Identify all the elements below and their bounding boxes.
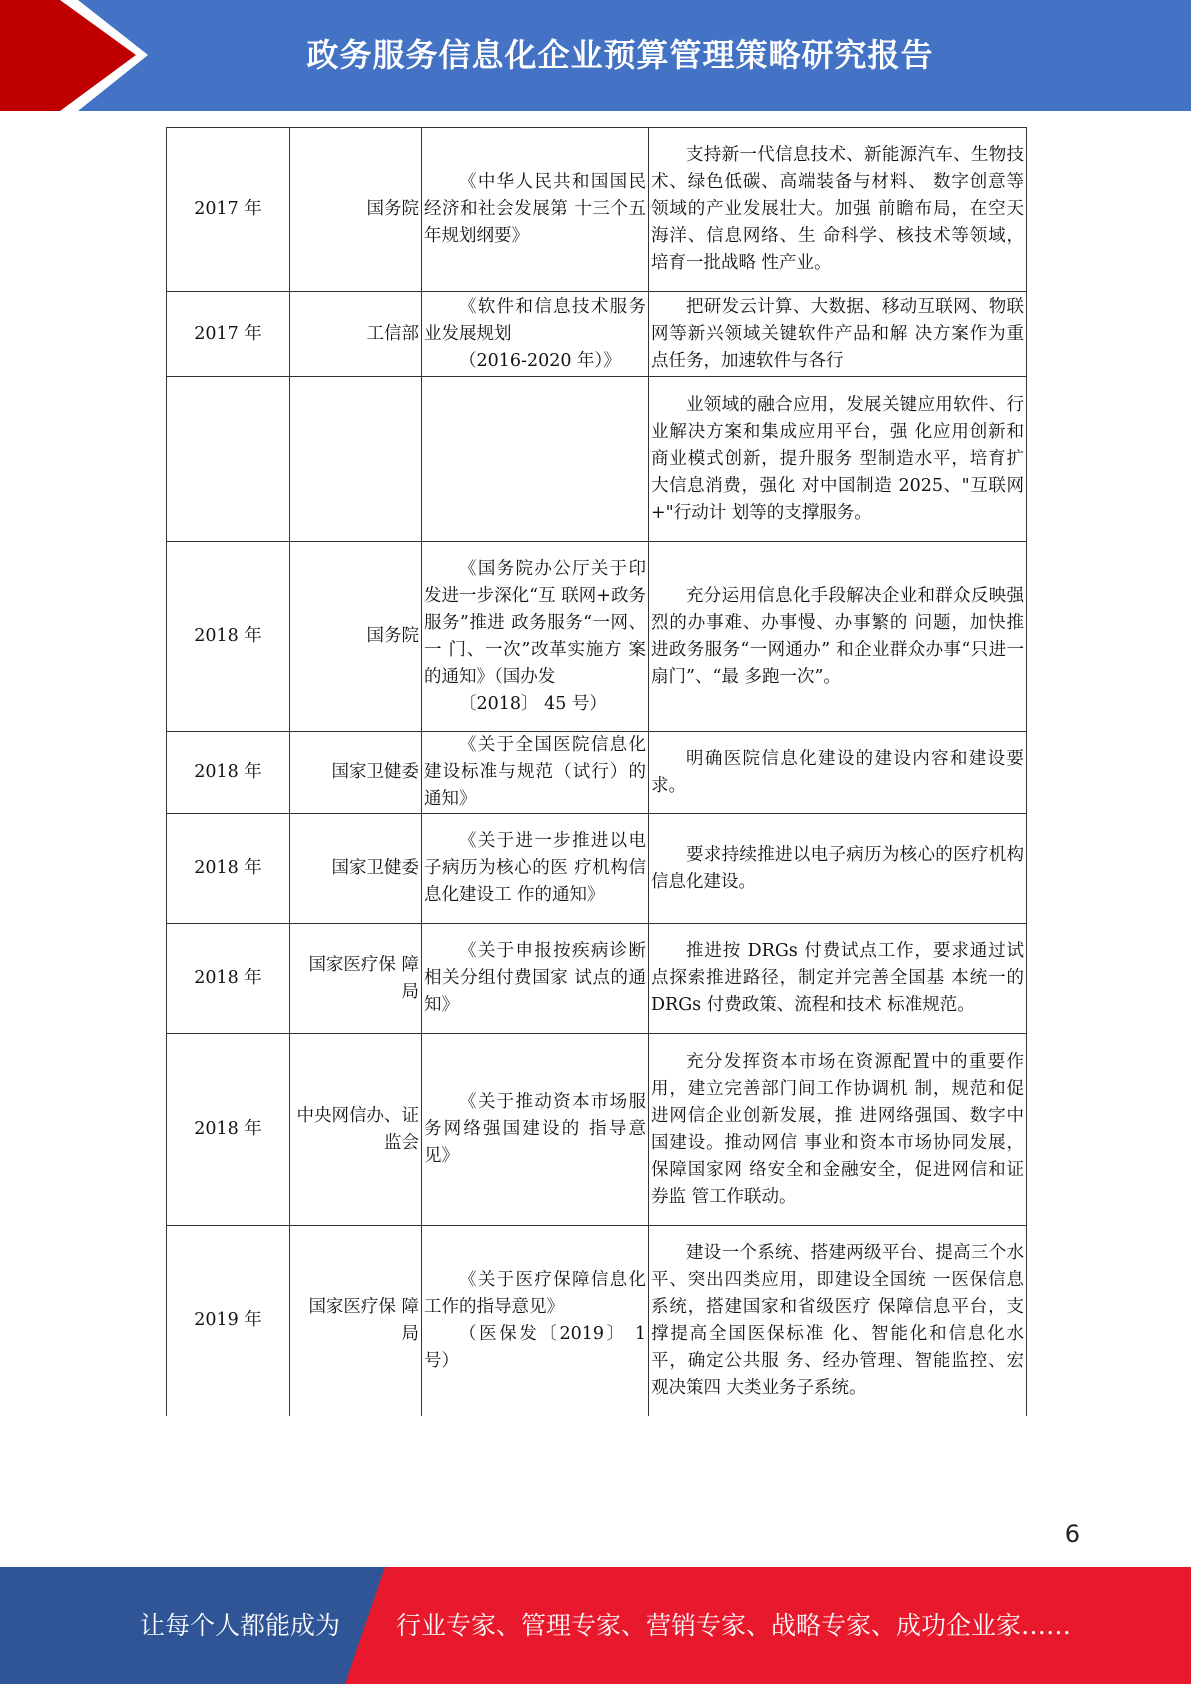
document-name: 《关于申报按疾病诊断相关分组付费国家 试点的通知》	[424, 941, 646, 1015]
table-row	[167, 542, 1027, 732]
dept-cell: 国务院	[290, 542, 422, 732]
year-cell: 2018 年	[167, 542, 290, 732]
footer-slogan-right: 行业专家、管理专家、营销专家、战略专家、成功企业家……	[396, 1611, 1072, 1640]
year-cell: 2018 年	[167, 1034, 290, 1226]
dept-cell: 国家医疗保 障局	[290, 1226, 422, 1416]
year-cell: 2017 年	[167, 128, 290, 292]
document-name: 《关于医疗保障信息化工作的指导意见》	[424, 1269, 646, 1317]
document-name: 《中华人民共和国国民经济和社会发展第 十三个五年规划纲要》	[424, 172, 646, 246]
description-text: 要求持续推进以电子病历为核心的医疗机构信息化建设。	[651, 844, 1024, 892]
table-row	[167, 1034, 1027, 1226]
dept-cell	[290, 377, 422, 542]
description-cell	[649, 1226, 1027, 1416]
table-row	[167, 128, 1027, 292]
document-name: 《关于推动资本市场服务网络强国建设的 指导意见》	[424, 1092, 646, 1166]
year-cell: 2017 年	[167, 292, 290, 377]
document-cell	[422, 732, 649, 814]
document-number: （医保发〔2019〕 1 号）	[424, 1323, 646, 1371]
document-cell	[422, 292, 649, 377]
policy-table-container	[166, 127, 1024, 1416]
description-cell	[649, 1034, 1027, 1226]
document-cell	[422, 1034, 649, 1226]
policy-table	[166, 127, 1027, 1416]
dept-cell: 国家卫健委	[290, 814, 422, 924]
document-cell	[422, 377, 649, 542]
table-row	[167, 292, 1027, 377]
document-cell	[422, 1226, 649, 1416]
dept-cell: 工信部	[290, 292, 422, 377]
table-row	[167, 814, 1027, 924]
document-name: 《软件和信息技术服务业发展规划	[424, 296, 646, 344]
table-row	[167, 732, 1027, 814]
description-text: 充分运用信息化手段解决企业和群众反映强烈的办事难、办事慢、办事繁的 问题，加快推进政务服务“一网通办” 和企业群众办事“只进一扇门”、“最 多跑一次”。	[651, 585, 1024, 687]
description-text: 支持新一代信息技术、新能源汽车、生物技术、绿色低碳、高端装备与材料、 数字创意等领域的产业发展壮大。加强 前瞻布局，在空天海洋、信息网络、生 命科学、核技术等领域，培育一批战略 性产业。	[651, 145, 1024, 273]
document-name: 《关于进一步推进以电子病历为核心的医 疗机构信息化建设工 作的通知》	[424, 831, 646, 905]
year-cell: 2018 年	[167, 924, 290, 1034]
description-cell	[649, 128, 1027, 292]
document-name: 《国务院办公厅关于印发进一步深化“互 联网+政务服务”推进 政务服务“一网、一 门、一次”改革实施方 案的通知》（国办发	[424, 558, 646, 687]
document-title: 政务服务信息化企业预算管理策略研究报告	[306, 36, 934, 74]
document-cell	[422, 924, 649, 1034]
page-number: 6	[1064, 1520, 1080, 1548]
year-cell: 2018 年	[167, 732, 290, 814]
document-cell	[422, 542, 649, 732]
table-row	[167, 1226, 1027, 1416]
year-cell: 2019 年	[167, 1226, 290, 1416]
header-band	[0, 0, 1191, 111]
description-text: 业领域的融合应用，发展关键应用软件、行业解决方案和集成应用平台，强 化应用创新和商业模式创新，提升服务 型制造水平，培育扩大信息消费，强化 对中国制造 2025、"互联网+"行动计 划等的支撑服务。	[651, 394, 1024, 523]
dept-cell: 中央网信办、证监会	[290, 1034, 422, 1226]
footer-band	[0, 1567, 1191, 1684]
dept-cell: 国家卫健委	[290, 732, 422, 814]
year-cell: 2018 年	[167, 814, 290, 924]
description-cell	[649, 542, 1027, 732]
document-number: （2016-2020 年）》	[459, 350, 621, 371]
description-text: 建设一个系统、搭建两级平台、提高三个水平、突出四类应用，即建设全国统 一医保信息系统，搭建国家和省级医疗 保障信息平台，支撑提高全国医保标准 化、智能化和信息化水平，确定公共服 务、经办管理、智能监控、宏观决策四 大类业务子系统。	[651, 1242, 1024, 1398]
document-cell	[422, 128, 649, 292]
dept-cell: 国务院	[290, 128, 422, 292]
description-cell	[649, 292, 1027, 377]
description-text: 充分发挥资本市场在资源配置中的重要作用，建立完善部门间工作协调机 制，规范和促进网信企业创新发展，推 进网络强国、数字中国建设。推动网信 事业和资本市场协同发展，保障国家网 络安全和金融安全，促进网信和证券监 管工作联动。	[651, 1051, 1024, 1207]
year-cell	[167, 377, 290, 542]
dept-cell: 国家医疗保 障局	[290, 924, 422, 1034]
description-cell	[649, 814, 1027, 924]
description-text: 把研发云计算、大数据、移动互联网、物联网等新兴领域关键软件产品和解 决方案作为重点任务，加速软件与各行	[651, 296, 1024, 371]
table-row	[167, 377, 1027, 542]
document-cell	[422, 814, 649, 924]
description-cell	[649, 732, 1027, 814]
document-number: 〔2018〕 45 号）	[459, 693, 607, 714]
description-cell	[649, 377, 1027, 542]
document-name: 《关于全国医院信息化建设标准与规范（试行）的通知》	[424, 735, 646, 809]
description-text: 推进按 DRGs 付费试点工作，要求通过试点探索推进路径，制定并完善全国基 本统一的 DRGs 付费政策、流程和技术 标准规范。	[651, 941, 1024, 1015]
table-row	[167, 924, 1027, 1034]
description-cell	[649, 924, 1027, 1034]
footer-slogan-left: 让每个人都能成为	[140, 1611, 341, 1640]
description-text: 明确医院信息化建设的建设内容和建设要求。	[651, 748, 1024, 796]
